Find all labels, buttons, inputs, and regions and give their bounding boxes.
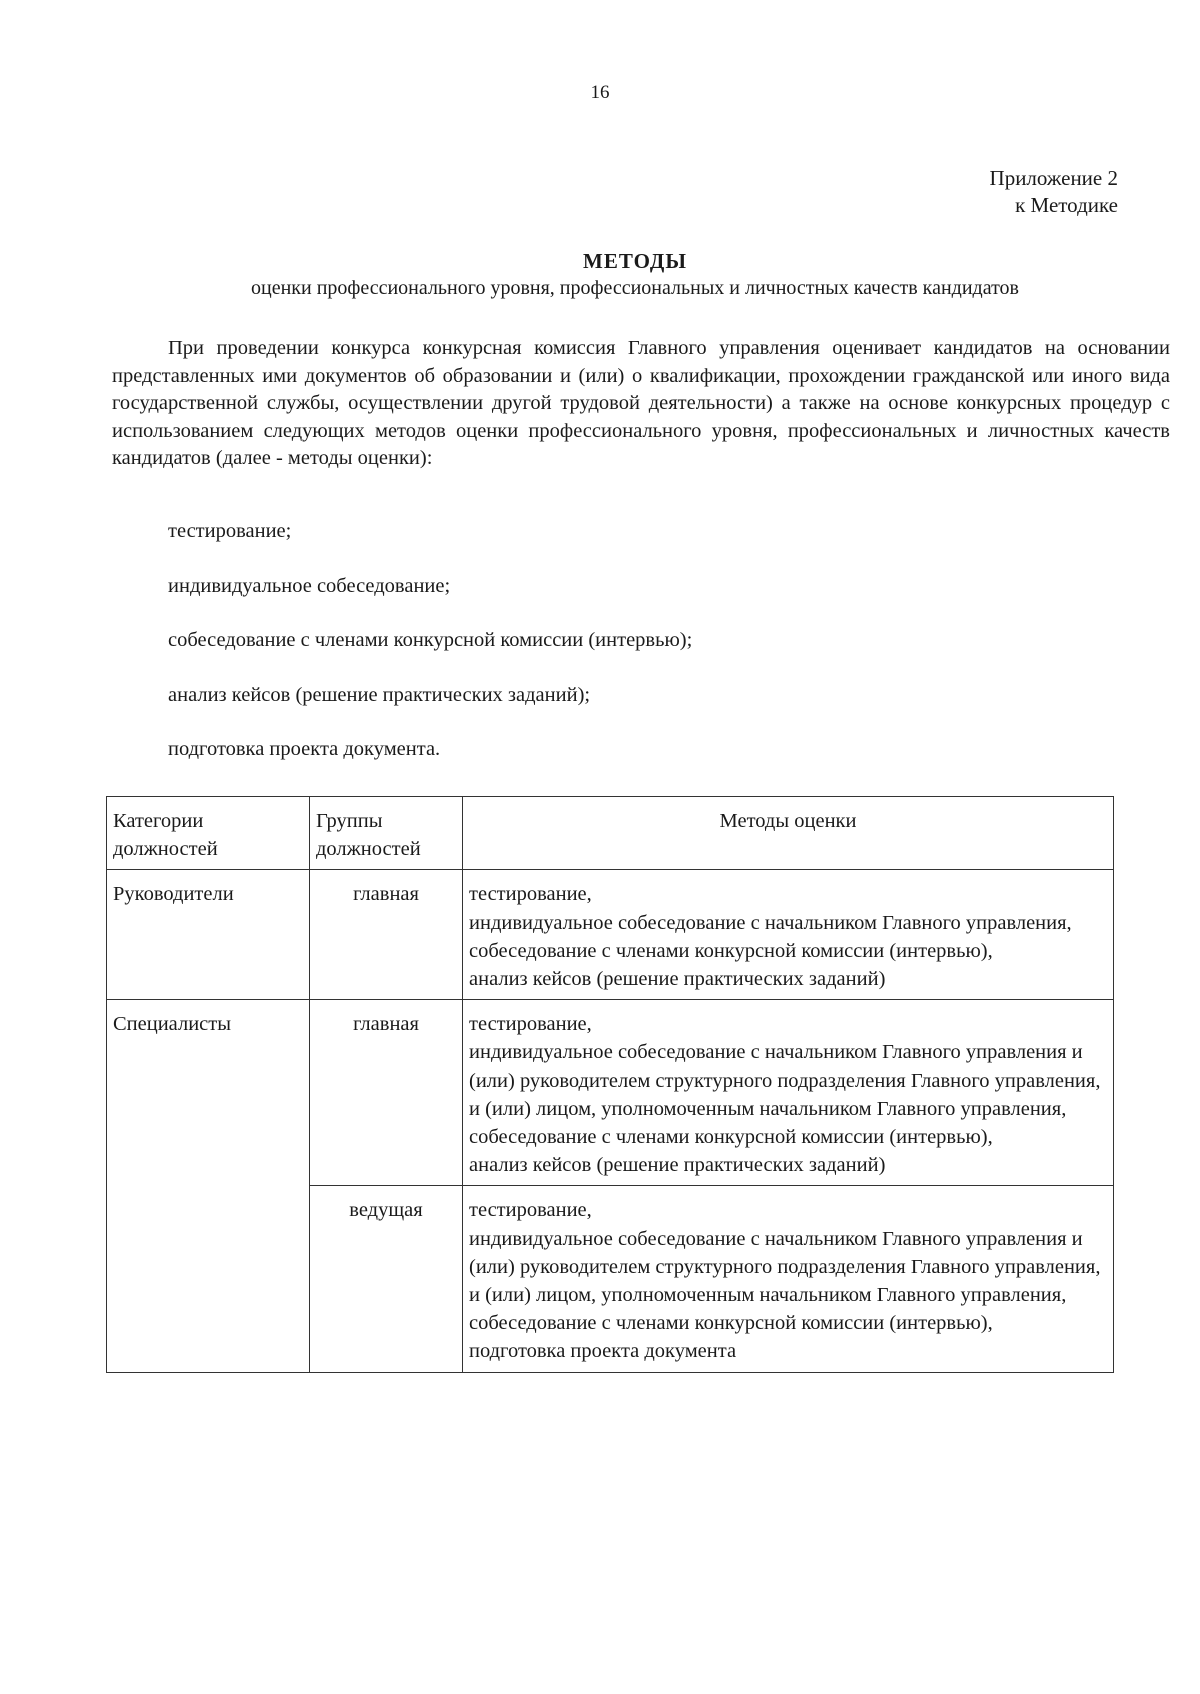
table-header-row — [107, 797, 1114, 870]
method-line: тестирование, — [469, 1199, 592, 1222]
document-title: МЕТОДЫ — [583, 249, 687, 273]
cell-methods — [463, 1000, 1114, 1186]
method-item: подготовка проекта документа. — [168, 738, 441, 760]
method-item: индивидуальное собеседование; — [168, 574, 451, 597]
method-line: собеседование с членами конкурсной комиссии (интервью), — [469, 1312, 993, 1335]
cell-group: ведущая — [310, 1186, 463, 1372]
method-line: анализ кейсов (решение практических заданий) — [469, 968, 886, 991]
document-subtitle: оценки профессионального уровня, профессиональных и личностных качеств кандидатов — [250, 277, 1020, 299]
cell-methods — [463, 1186, 1114, 1372]
header-group: Группы должностей — [310, 797, 463, 870]
table-row — [107, 870, 1114, 1000]
cell-category: Специалисты — [107, 1000, 310, 1372]
method-line: и (или) лицом, уполномоченным начальником Главного управления, — [469, 1097, 1067, 1120]
method-line: собеседование с членами конкурсной комиссии (интервью), — [469, 1126, 993, 1149]
method-item: тестирование; — [168, 520, 292, 542]
method-item: собеседование с членами конкурсной комиссии (интервью); — [168, 629, 693, 651]
header-category: Категории должностей — [107, 797, 310, 870]
header-methods: Методы оценки — [463, 797, 1114, 870]
method-line: собеседование с членами конкурсной комиссии (интервью), — [469, 939, 993, 962]
methods-list — [168, 520, 692, 793]
cell-group: главная — [310, 1000, 463, 1186]
cell-methods — [463, 870, 1114, 1000]
method-line: подготовка проекта документа — [469, 1340, 737, 1363]
methods-table — [106, 796, 1114, 1373]
table-row — [107, 1000, 1114, 1186]
method-line: и (или) лицом, уполномоченным начальником Главного управления, — [469, 1284, 1067, 1307]
appendix-line-2: к Методике — [1015, 193, 1118, 217]
method-item: анализ кейсов (решение практических заданий); — [168, 683, 591, 706]
intro-paragraph: При проведении конкурса конкурсная комиссия Главного управления оценивает кандидатов на основании представленных ими документов об образовании и (или) о квалификации, прохождении гражданской или иного вида государственной службы, осуществлении другой трудовой деятельности) а также на основе конкурсных процедур с использованием следующих методов оценки профессионального уровня, профессиональных и личностных качеств кандидатов (далее - методы оценки): — [112, 337, 1170, 470]
method-line: индивидуальное собеседование с начальником Главного управления и (или) руководителем структурного подразделения Главного управления, — [469, 1227, 1101, 1278]
method-line: индивидуальное собеседование с начальником Главного управления, — [469, 911, 1072, 934]
cell-group: главная — [310, 870, 463, 1000]
method-line: анализ кейсов (решение практических заданий) — [469, 1154, 886, 1177]
method-line: тестирование, — [469, 1013, 592, 1036]
page-number: 16 — [590, 82, 610, 103]
method-line: тестирование, — [469, 883, 592, 906]
appendix-reference — [990, 165, 1118, 219]
cell-category: Руководители — [107, 870, 310, 1000]
appendix-line-1: Приложение 2 — [989, 166, 1118, 190]
method-line: индивидуальное собеседование с начальником Главного управления и (или) руководителем структурного подразделения Главного управления, — [469, 1041, 1101, 1092]
